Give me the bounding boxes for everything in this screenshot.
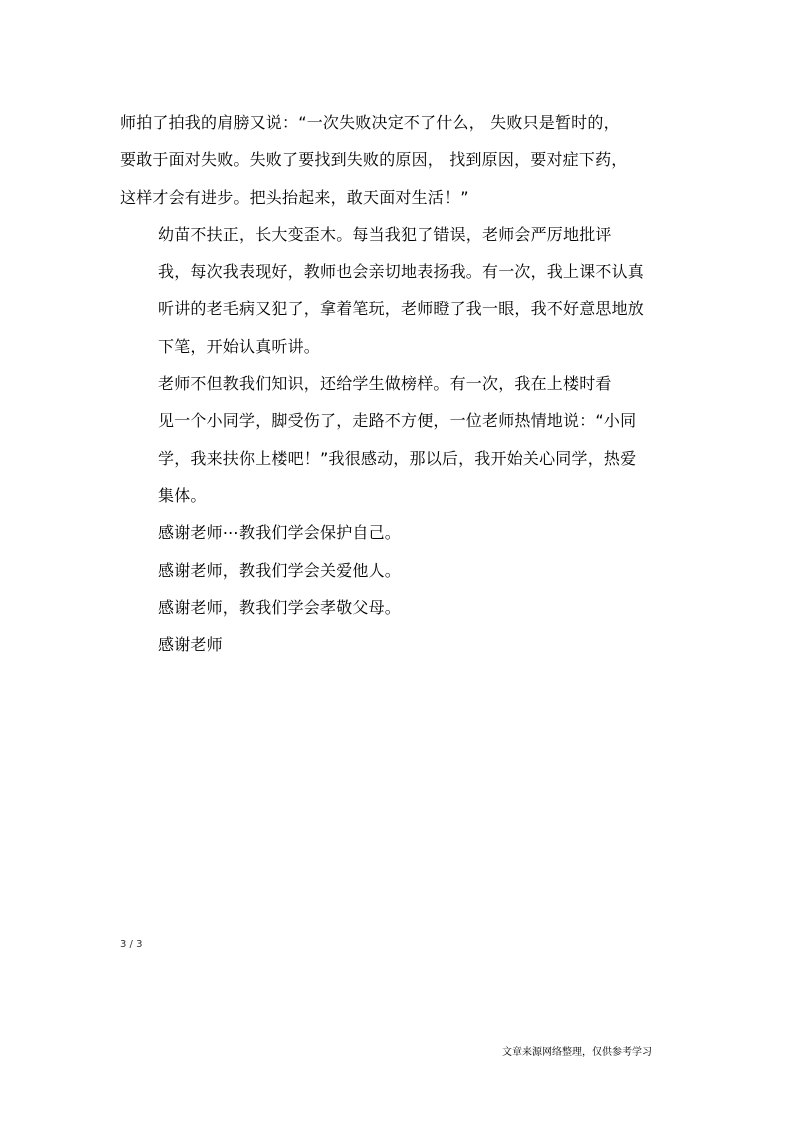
text-line: 这样才会有进步。把头抬起来，敢天面对生活！” xyxy=(120,187,469,207)
text-line: 感谢老师，教我们学会关爱他人。 xyxy=(158,560,402,580)
paragraph-thanks-parents xyxy=(120,589,668,626)
text-line: 感谢老师 xyxy=(158,635,223,655)
text-line: 下笔，开始认真听讲。 xyxy=(158,336,321,356)
text-line: 集体。 xyxy=(158,485,207,505)
text-line: 见一个小同学，脚受伤了，走路不方便，一位老师热情地说：“小同 xyxy=(158,411,637,431)
paragraph-thanks-teacher xyxy=(120,626,668,663)
text-line: 师拍了拍我的肩膀又说：“一次失败决定不了什么， 失败只是暂时的， xyxy=(120,113,620,132)
text-line: 幼苗不扶正，长大变歪木。每当我犯了错误，老师会严厉地批评 xyxy=(158,224,612,244)
text-line: 感谢老师⋯教我们学会保护自己。 xyxy=(158,523,402,543)
document-body xyxy=(120,104,668,663)
text-line: 学，我来扶你上楼吧！”我很感动，那以后，我开始关心同学，热爱 xyxy=(158,448,637,468)
text-line: 老师不但教我们知识，还给学生做榜样。有一次，我在上楼时看 xyxy=(158,374,612,394)
text-line: 要敢于面对失败。失败了要找到失败的原因， 找到原因，要对症下药， xyxy=(120,150,628,170)
paragraph-thanks-protect xyxy=(120,514,668,551)
footer-source-note: 文章来源网络整理，仅供参考学习 xyxy=(502,1047,652,1058)
paragraph-role-model xyxy=(120,365,668,514)
text-line: 感谢老师，教我们学会孝敬父母。 xyxy=(158,597,402,617)
paragraph-discipline xyxy=(120,216,668,365)
paragraph-advice xyxy=(120,104,668,216)
page-number: 3 / 3 xyxy=(120,939,143,950)
paragraph-thanks-care xyxy=(120,552,668,589)
text-line: 我，每次我表现好，教师也会亲切地表扬我。有一次，我上课不认真 xyxy=(158,262,645,282)
text-line: 听讲的老毛病又犯了，拿着笔玩，老师瞪了我一眼，我不好意思地放 xyxy=(158,299,645,319)
